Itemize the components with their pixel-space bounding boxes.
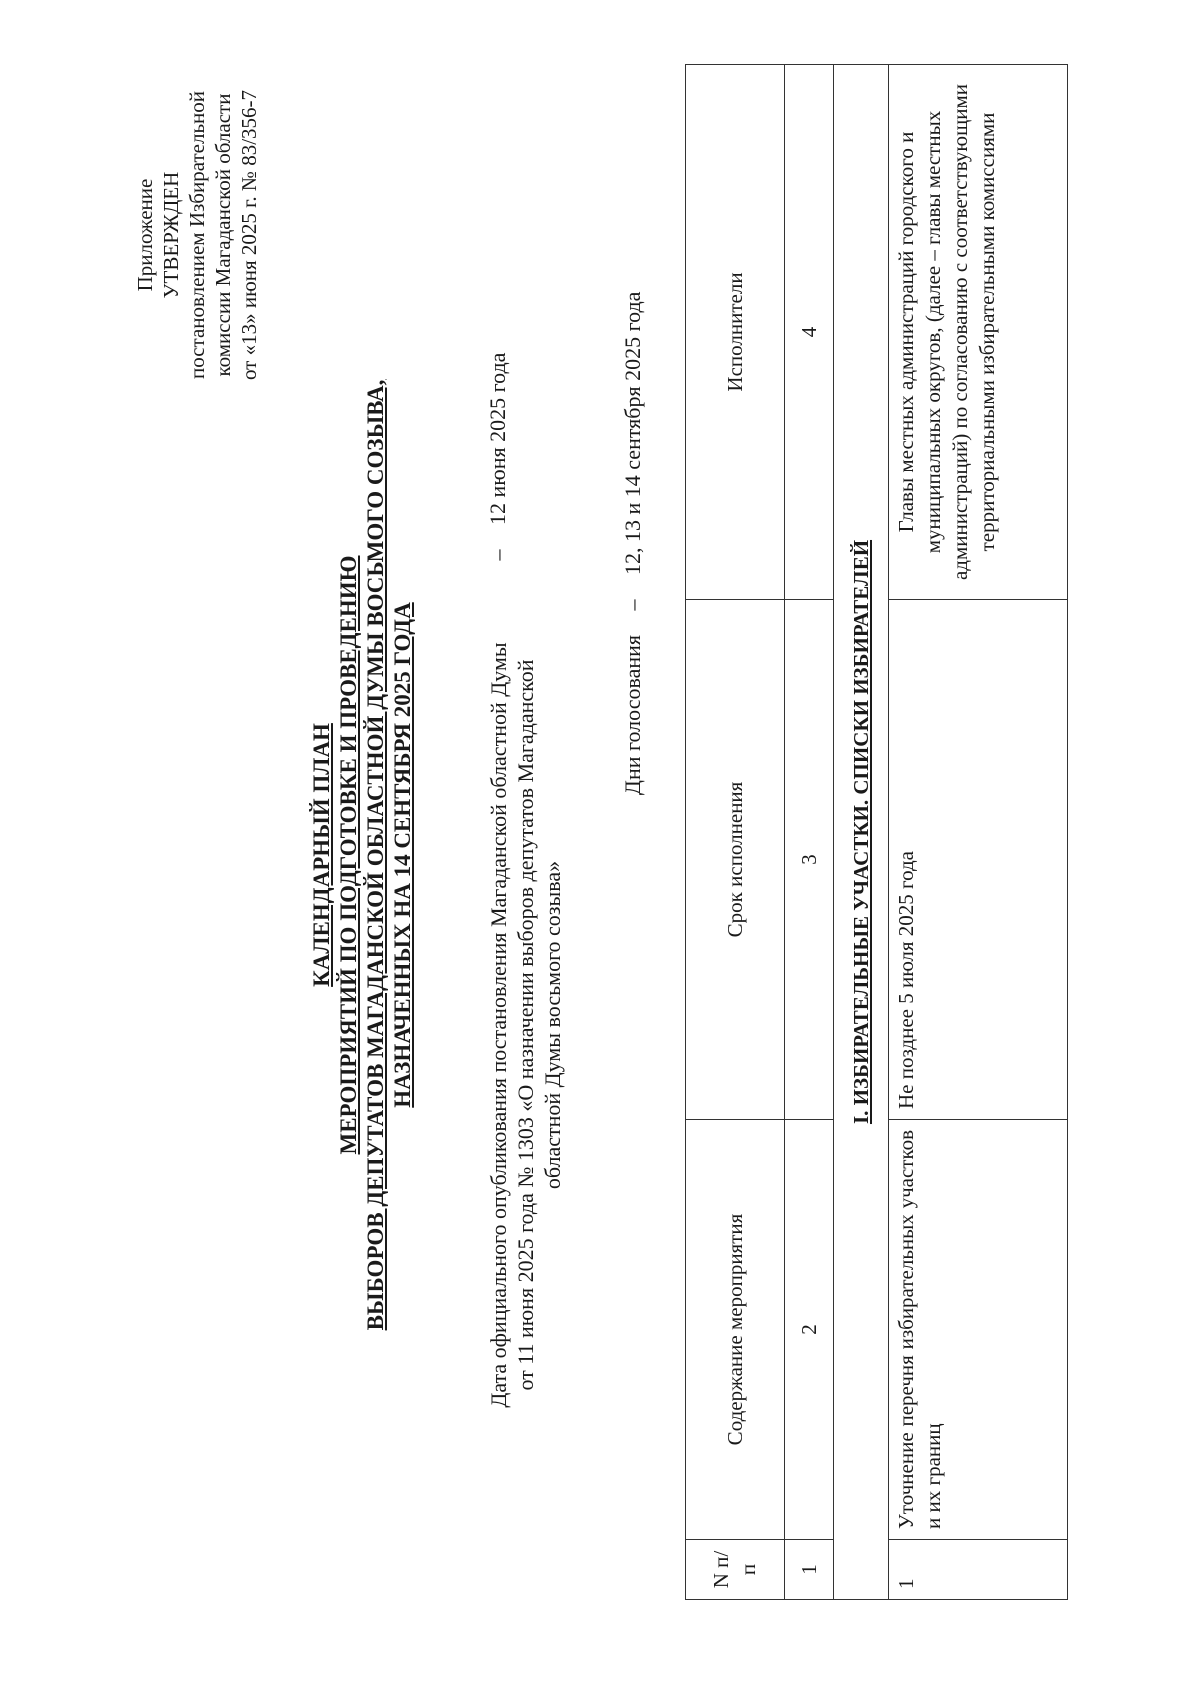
publication-line-1: Дата официального опубликования постановления Магаданской областной Думы [486, 642, 511, 1408]
approval-approved: УТВЕРЖДЕН [159, 171, 183, 299]
column-numbers-row [785, 65, 834, 1600]
approval-block [132, 60, 262, 410]
voting-days-label: Дни голосования [620, 635, 645, 796]
voting-dates: 12, 13 и 14 сентября 2025 года [620, 291, 645, 575]
table-header-row [686, 65, 785, 1600]
approval-date-number: от «13» июня 2025 г. № 83/356-7 [237, 89, 261, 381]
column-number-3: 3 [785, 600, 834, 1120]
column-number-4: 4 [785, 65, 834, 600]
publication-date: 12 июня 2025 года [485, 352, 510, 525]
approval-commission: комиссии Магаданской области [211, 93, 235, 377]
approval-appendix: Приложение [133, 178, 157, 292]
row-number: 1 [889, 1540, 1068, 1600]
section-title: I. ИЗБИРАТЕЛЬНЫЕ УЧАСТКИ. СПИСКИ ИЗБИРАТЕЛЕЙ [834, 65, 889, 1600]
column-number-2: 2 [785, 1120, 834, 1540]
title-line-4: НАЗНАЧЕННЫХ НА 14 СЕНТЯБРЯ 2025 ГОДА [390, 602, 415, 1108]
publication-description [485, 585, 566, 1465]
title-line-1: КАЛЕНДАРНЫЙ ПЛАН [309, 723, 334, 987]
calendar-table [685, 64, 1068, 1600]
publication-dash: – [485, 549, 510, 561]
table-row [889, 65, 1068, 1600]
column-number-1: 1 [785, 1540, 834, 1600]
row-content: Уточнение перечня избирательных участков и их границ [889, 1120, 1068, 1540]
title-line-2: МЕРОПРИЯТИЙ ПО ПОДГОТОВКЕ И ПРОВЕДЕНИЮ [336, 555, 361, 1155]
voting-dash: – [620, 599, 645, 611]
row-term: Не позднее 5 июля 2025 года [889, 600, 1068, 1120]
document-title [308, 325, 416, 1385]
row-executors: Главы местных администраций городского и муниципальных округов, (далее – главы местных администраций) по согласованию с соответствующими территориальными избирательными комиссиями [889, 65, 1068, 600]
header-executors: Исполнители [686, 65, 785, 600]
section-row [834, 65, 889, 1600]
header-content: Содержание мероприятия [686, 1120, 785, 1540]
header-term: Срок исполнения [686, 600, 785, 1120]
approval-by-resolution: постановлением Избирательной [185, 90, 209, 380]
publication-line-3: областной Думы восьмого созыва» [540, 860, 565, 1190]
publication-line-2: от 11 июня 2025 года № 1303 «О назначении выборов депутатов Магаданской [513, 659, 538, 1391]
rotated-page [20, 35, 1170, 1675]
title-line-3: ВЫБОРОВ ДЕПУТАТОВ МАГАДАНСКОЙ ОБЛАСТНОЙ ДУМЫ ВОСЬМОГО СОЗЫВА, [363, 379, 388, 1331]
header-number: N п/п [686, 1540, 785, 1600]
